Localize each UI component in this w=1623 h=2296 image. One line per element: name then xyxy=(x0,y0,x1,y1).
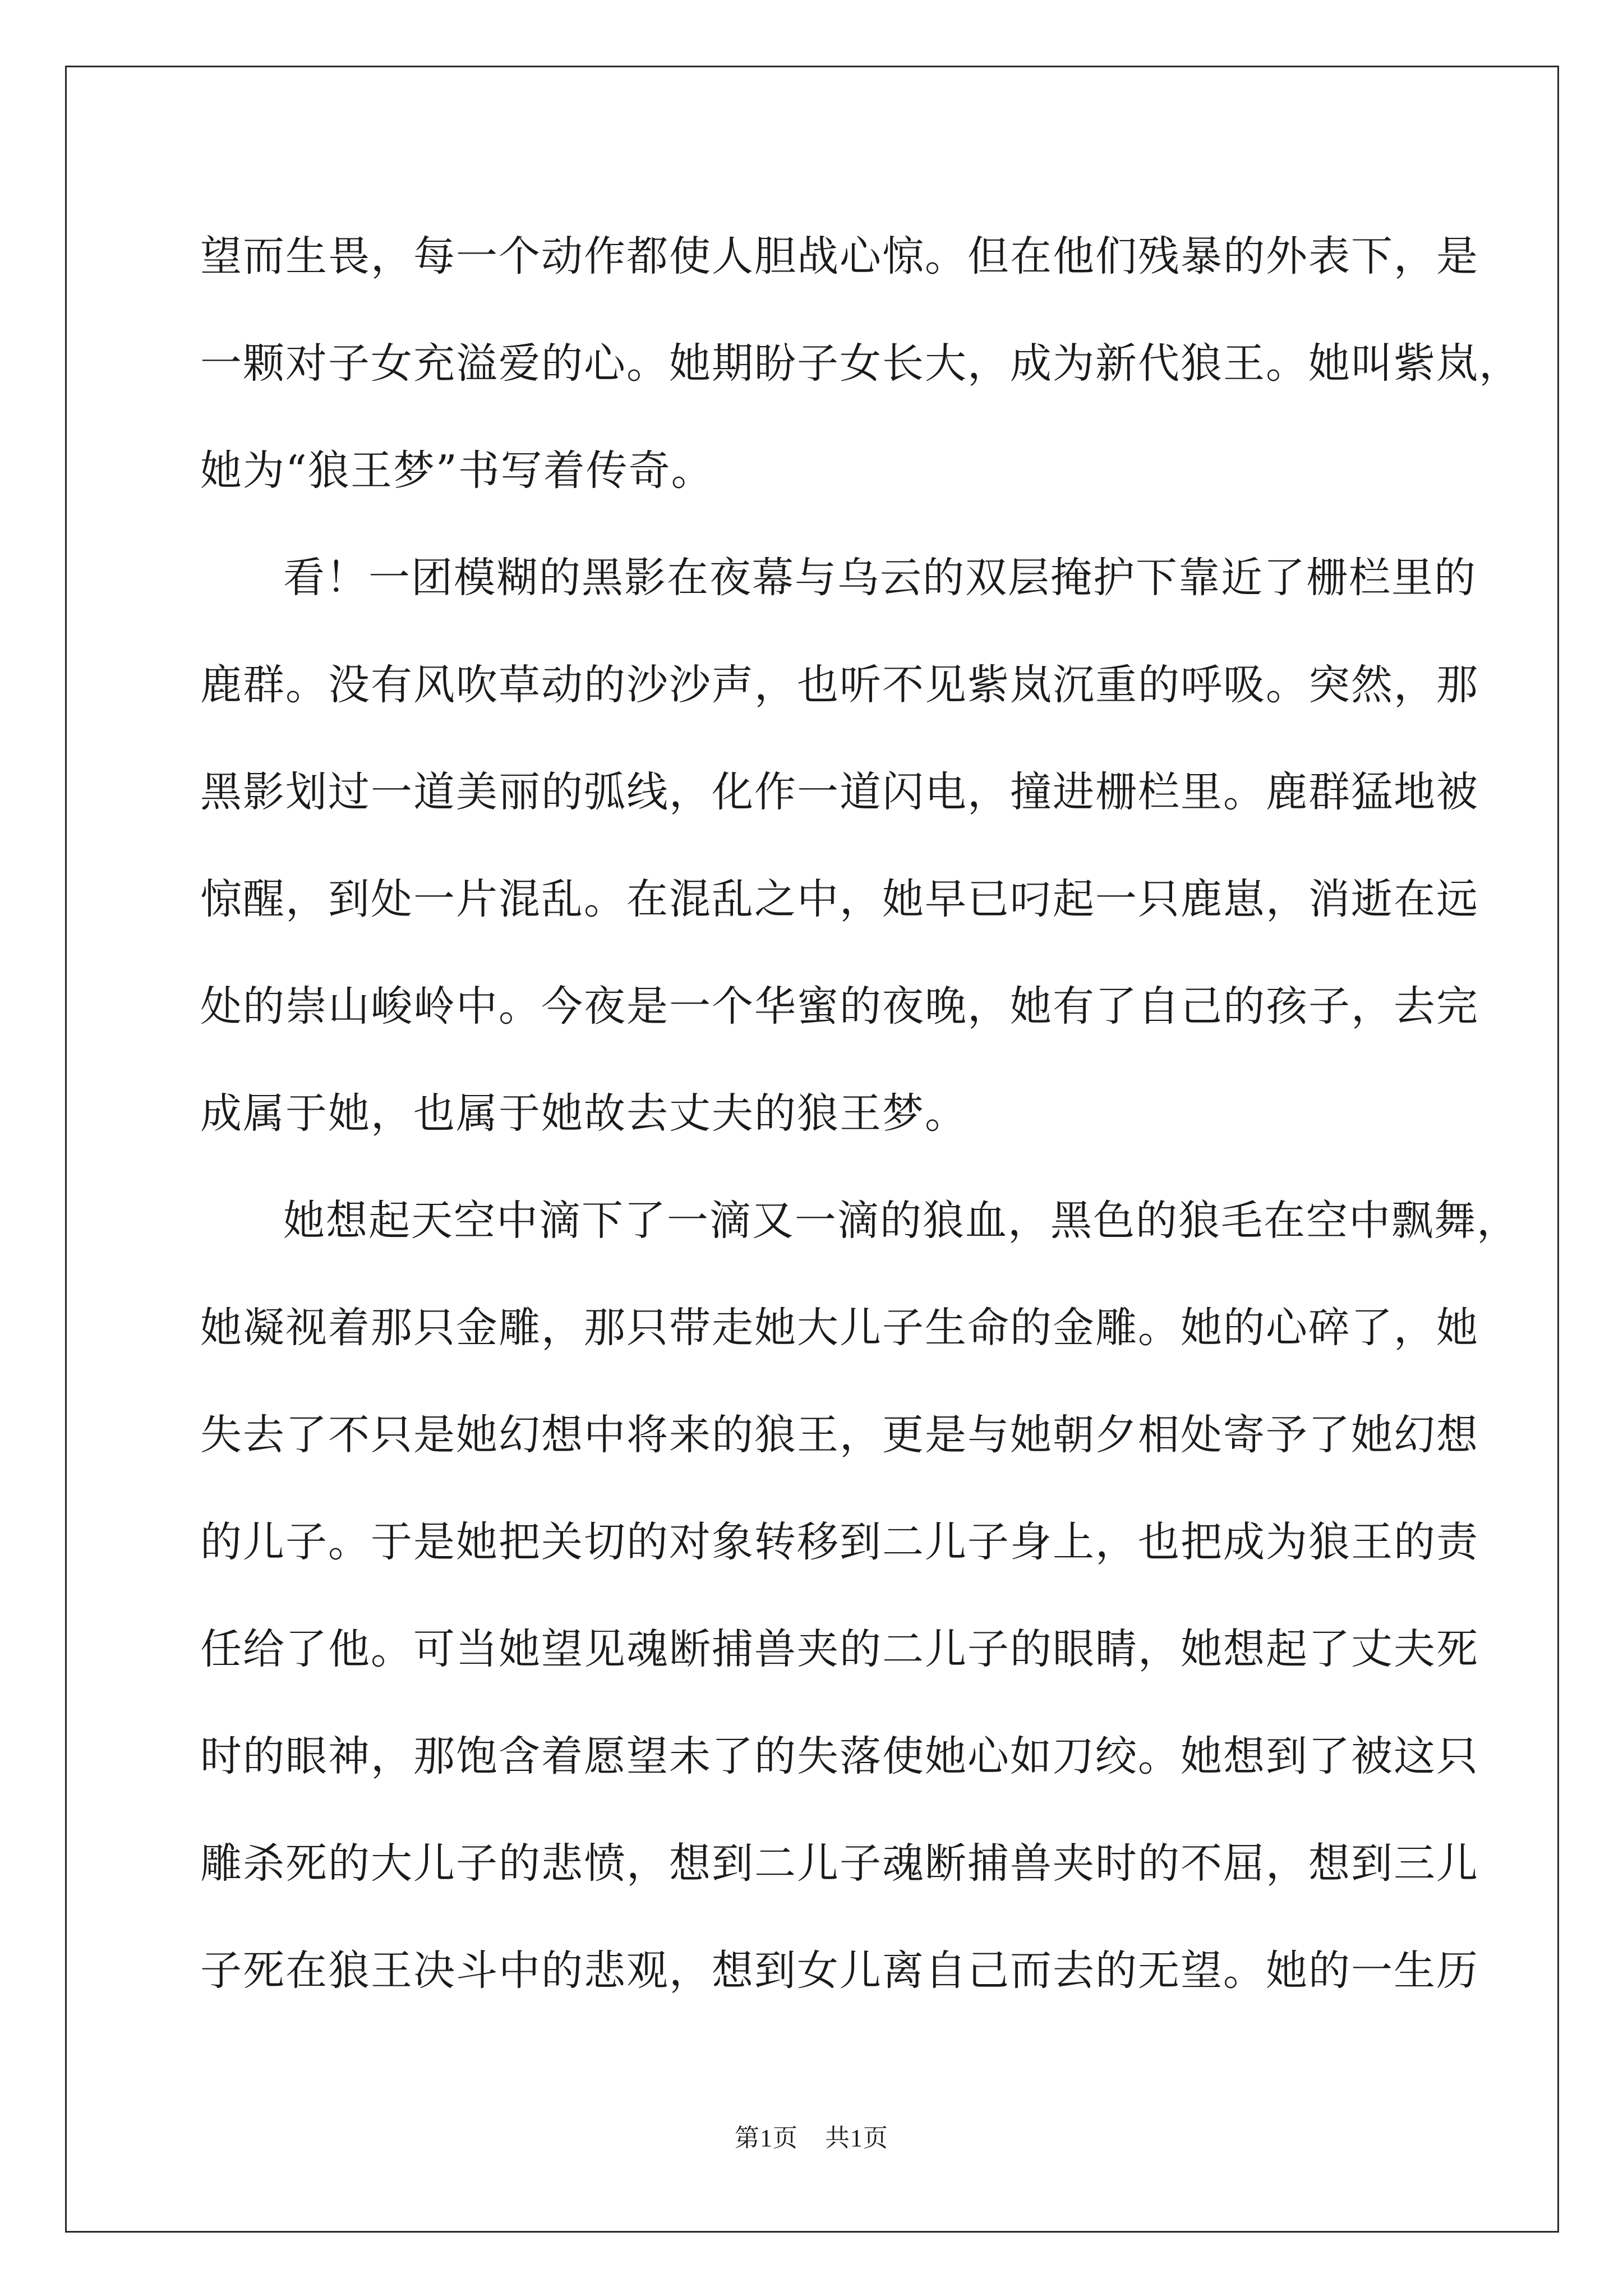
text-line: 子死在狼王决斗中的悲观，想到女儿离自己而去的无望。她的一生历 xyxy=(200,1947,1479,1995)
page-footer xyxy=(0,2118,1623,2154)
text-line: 她为“狼王梦”书写着传奇。 xyxy=(200,447,714,495)
text-line: 望而生畏，每一个动作都使人胆战心惊。但在他们残暴的外表下，是 xyxy=(200,232,1479,280)
text-line: 黑影划过一道美丽的弧线，化作一道闪电，撞进栅栏里。鹿群猛地被 xyxy=(200,768,1479,816)
page-number: 第1页 xyxy=(735,2124,798,2152)
text-line: 时的眼神，那饱含着愿望未了的失落使她心如刀绞。她想到了被这只 xyxy=(200,1732,1479,1780)
text-line: 一颗对子女充溢爱的心。她期盼子女长大，成为新代狼王。她叫紫岚， xyxy=(200,339,1521,388)
document-body xyxy=(200,203,1521,2024)
text-line: 鹿群。没有风吹草动的沙沙声，也听不见紫岚沉重的呼吸。突然，那 xyxy=(200,661,1479,709)
text-line: 雕杀死的大儿子的悲愤，想到二儿子魂断捕兽夹时的不屈，想到三儿 xyxy=(200,1839,1479,1888)
paragraph-start-line: 她想起天空中滴下了一滴又一滴的狼血，黑色的狼毛在空中飘舞， xyxy=(283,1197,1519,1245)
text-line: 处的崇山峻岭中。今夜是一个华蜜的夜晚，她有了自己的孩子，去完 xyxy=(200,982,1479,1030)
text-line: 的儿子。于是她把关切的对象转移到二儿子身上，也把成为狼王的责 xyxy=(200,1518,1479,1566)
text-line: 她凝视着那只金雕，那只带走她大儿子生命的金雕。她的心碎了，她 xyxy=(200,1304,1479,1352)
page-total: 共1页 xyxy=(825,2124,888,2152)
text-line: 惊醒，到处一片混乱。在混乱之中，她早已叼起一只鹿崽，消逝在远 xyxy=(200,875,1479,923)
text-line: 任给了他。可当她望见魂断捕兽夹的二儿子的眼睛，她想起了丈夫死 xyxy=(200,1625,1479,1673)
text-line: 成属于她，也属于她故去丈夫的狼王梦。 xyxy=(200,1089,967,1138)
text-line: 失去了不只是她幻想中将来的狼王，更是与她朝夕相处寄予了她幻想 xyxy=(200,1411,1479,1459)
paragraph-start-line: 看！一团模糊的黑影在夜幕与乌云的双层掩护下靠近了栅栏里的 xyxy=(283,554,1477,602)
